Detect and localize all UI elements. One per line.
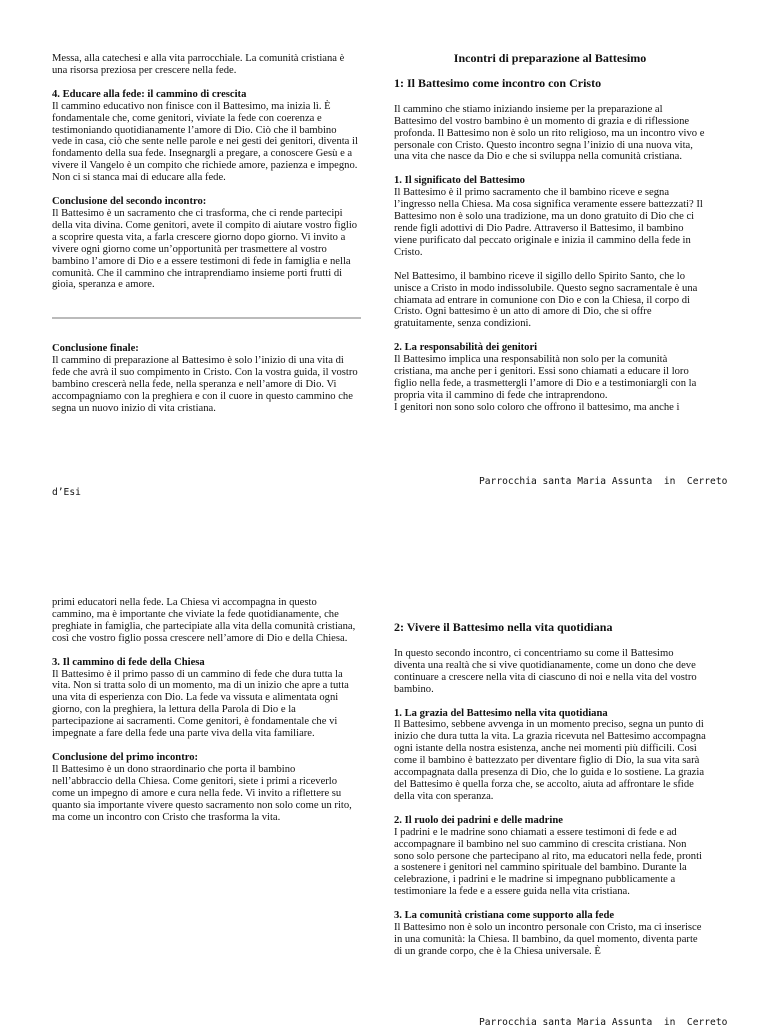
parish-footer-continued: d’Esi (52, 487, 81, 498)
section-heading: 3. Il cammino di fede della Chiesa (52, 656, 205, 668)
paragraph: I padrini e le madrine sono chiamati a essere testimoni di fede e ad accompagnare il bambino nel suo cammino di crescita cristiana. Non sono solo persone che partecipano al rito, ma educatori nella fede, pronti a sostenere i genitori nel cammino spirituale del bambino. Durante la celebrazione, i padrini e le madrine si impegnano pubblicamente a testimoniare la fede e a essere guida nella vita cristiana. (394, 826, 702, 898)
section-heading: 2. La responsabilità dei genitori (394, 342, 538, 354)
divider (52, 317, 361, 319)
paragraph: Il Battesimo non è solo un incontro personale con Cristo, ma ci inserisce in una comunità: la Chiesa. Il bambino, da quel momento, diventa parte di un grande corpo, che è la Chiesa universale. È (394, 922, 702, 957)
paragraph: Il Battesimo è il primo passo di un cammino di fede che dura tutta la vita. Non si tratta solo di un momento, ma di un inizio che apre a tutta una vita di esperienza con Dio. La fede va vissuta e alimentata ogni giorno, con la preghiera, la lettura della Parola di Dio e la partecipazione ai sacramenti. Come genitori, è fondamentale che vi impegnate a fare della fede una parte viva della vita familiare. (52, 668, 349, 740)
section-heading: Conclusione del secondo incontro: (52, 196, 207, 208)
paragraph: Il Battesimo è il primo sacramento che il bambino riceve e segna l’ingresso nella Chiesa. Ma cosa significa veramente essere battezzati? Il Battesimo non è solo una tradizione, ma un dono gratuito di Dio che ci rende figli adottivi di Dio Padre. Attraverso il Battesimo, il bambino viene purificato dal peccato originale e inizia il cammino della fede in Cristo. (394, 187, 703, 258)
section-heading: 3. La comunità cristiana come supporto alla fede (394, 910, 615, 922)
section-heading: 1. La grazia del Battesimo nella vita quotidiana (394, 707, 608, 719)
paragraph: Il cammino di preparazione al Battesimo è solo l’inizio di una vita di fede che avrà il suo compimento in Cristo. Con la vostra guida, il vostro bambino crescerà nella fede, nella speranza e nell’amore di Dio. Vi accompagniamo con la preghiera e con il cuore in questo cammino che segna un nuovo inizio di vita cristiana. (52, 354, 358, 414)
paragraph: I genitori non sono solo coloro che offrono il battesimo, ma anche i (394, 401, 680, 413)
section-heading: 1. Il significato del Battesimo (394, 175, 525, 187)
section-heading: 4. Educare alla fede: il cammino di crescita (52, 88, 247, 100)
paragraph: Il Battesimo è un sacramento che ci trasforma, che ci rende partecipi della vita divina. Come genitori, avete il compito di aiutare vostro figlio a scoprire questa vita, a farla crescere giorno dopo giorno. Vi invito a vivere ogni giorno come un’opportunità per trasmettere al vostro bambino l’amore di Dio e a essere testimoni di fede in famiglia e nella comunità. Che il cammino che intraprendiamo insieme porti frutti di gioia, speranza e amore. (52, 207, 358, 291)
bottom-right-column (394, 622, 706, 958)
parish-footer: Parrocchia santa Maria Assunta in Cerreto (479, 476, 728, 487)
paragraph: Nel Battesimo, il bambino riceve il sigillo dello Spirito Santo, che lo unisce a Cristo in modo indissolubile. Questo segno sacramentale è una chiamata ad entrare in comunione con Dio e con la Chiesa, il corpo di Cristo. Ogni battesimo è un atto di amore di Dio, che si offre gratuitamente, senza condizioni. (394, 270, 698, 330)
meeting-heading: 1: Il Battesimo come incontro con Cristo (394, 75, 602, 90)
paragraph: Il Battesimo implica una responsabilità non solo per la comunità cristiana, ma anche per i genitori. Essi sono chiamati a educare il loro figlio nella fede, a trasmettergli l’amore di Dio e a testimoniargli con la propria vita il cammino di fede che intraprendono. (394, 354, 697, 401)
paragraph: Il cammino che stiamo iniziando insieme per la preparazione al Battesimo del vostro bambino è un momento di grazia e di riflessione profonda. Il Battesimo non è solo un rito religioso, ma un incontro vivo e personale con Cristo. Questo incontro segna l’inizio di una nuova vita, una vita che nasce da Dio e che si sviluppa nella comunità cristiana. (394, 103, 705, 163)
top-right-column (394, 53, 706, 414)
final-conclusion (52, 343, 358, 414)
meeting-heading: 2: Vivere il Battesimo nella vita quotidiana (394, 620, 613, 634)
paragraph: Il Battesimo, sebbene avvenga in un momento preciso, segna un punto di inizio che dura tutta la vita. La grazia ricevuta nel Battesimo accompagna ogni istante della nostra esistenza, anche nei momenti più difficili. Così come il bambino è battezzato per diventare figlio di Dio, la sua vita sarà accompagnata dalla presenza di Dio, che lo guida e lo sostiene. La grazia del Battesimo è quella forza che, se accolto, aiuta ad affrontare le sfide della vita con speranza. (394, 719, 706, 802)
top-left-column (52, 53, 358, 291)
section-heading: Conclusione del primo incontro: (52, 751, 199, 763)
paragraph: In questo secondo incontro, ci concentriamo su come il Battesimo diventa una realtà che si vive quotidianamente, come un dono che deve continuare a crescere nella vita di ciascuno di noi e nella vita del vostro bambino. (394, 647, 697, 695)
paragraph: Il Battesimo è un dono straordinario che porta il bambino nell’abbraccio della Chiesa. Come genitori, siete i primi a riceverlo come un impegno di amore e cura nella fede. Vi invito a riflettere su quanto sia importante vivere questo sacramento non solo come un rito, ma come un incontro con Cristo che trasforma la vita. (52, 763, 352, 823)
bottom-left-column (52, 597, 358, 823)
paragraph: Messa, alla catechesi e alla vita parrocchiale. La comunità cristiana è una risorsa preziosa per crescere nella fede. (52, 53, 345, 76)
paragraph: Il cammino educativo non finisce con il Battesimo, ma inizia lì. È fondamentale che, come genitori, viviate la fede con coerenza e testimoniando quotidianamente l’amore di Dio. Ciò che il bambino vede in casa, ciò che sente nelle parole e nei gesti dei genitori, diventa il fondamento della sua fede. Insegnargli a pregare, a conoscere Gesù e a vivere il Vangelo è un compito che richiede amore, pazienza e impegno. Non ci si stanca mai di educare alla fede. (52, 100, 358, 184)
paragraph: primi educatori nella fede. La Chiesa vi accompagna in questo cammino, ma è importante che viviate la fede quotidianamente, che preghiate in famiglia, che partecipiate alla vita della comunità cristiana, così che vostro figlio possa crescere nell’amore di Dio e della Chiesa. (52, 597, 356, 644)
parish-footer-bottom: Parrocchia santa Maria Assunta in Cerreto (479, 1017, 728, 1028)
section-heading: 2. Il ruolo dei padrini e delle madrine (394, 814, 563, 826)
section-heading: Conclusione finale: (52, 343, 139, 354)
document-title: Incontri di preparazione al Battesimo (453, 51, 647, 65)
